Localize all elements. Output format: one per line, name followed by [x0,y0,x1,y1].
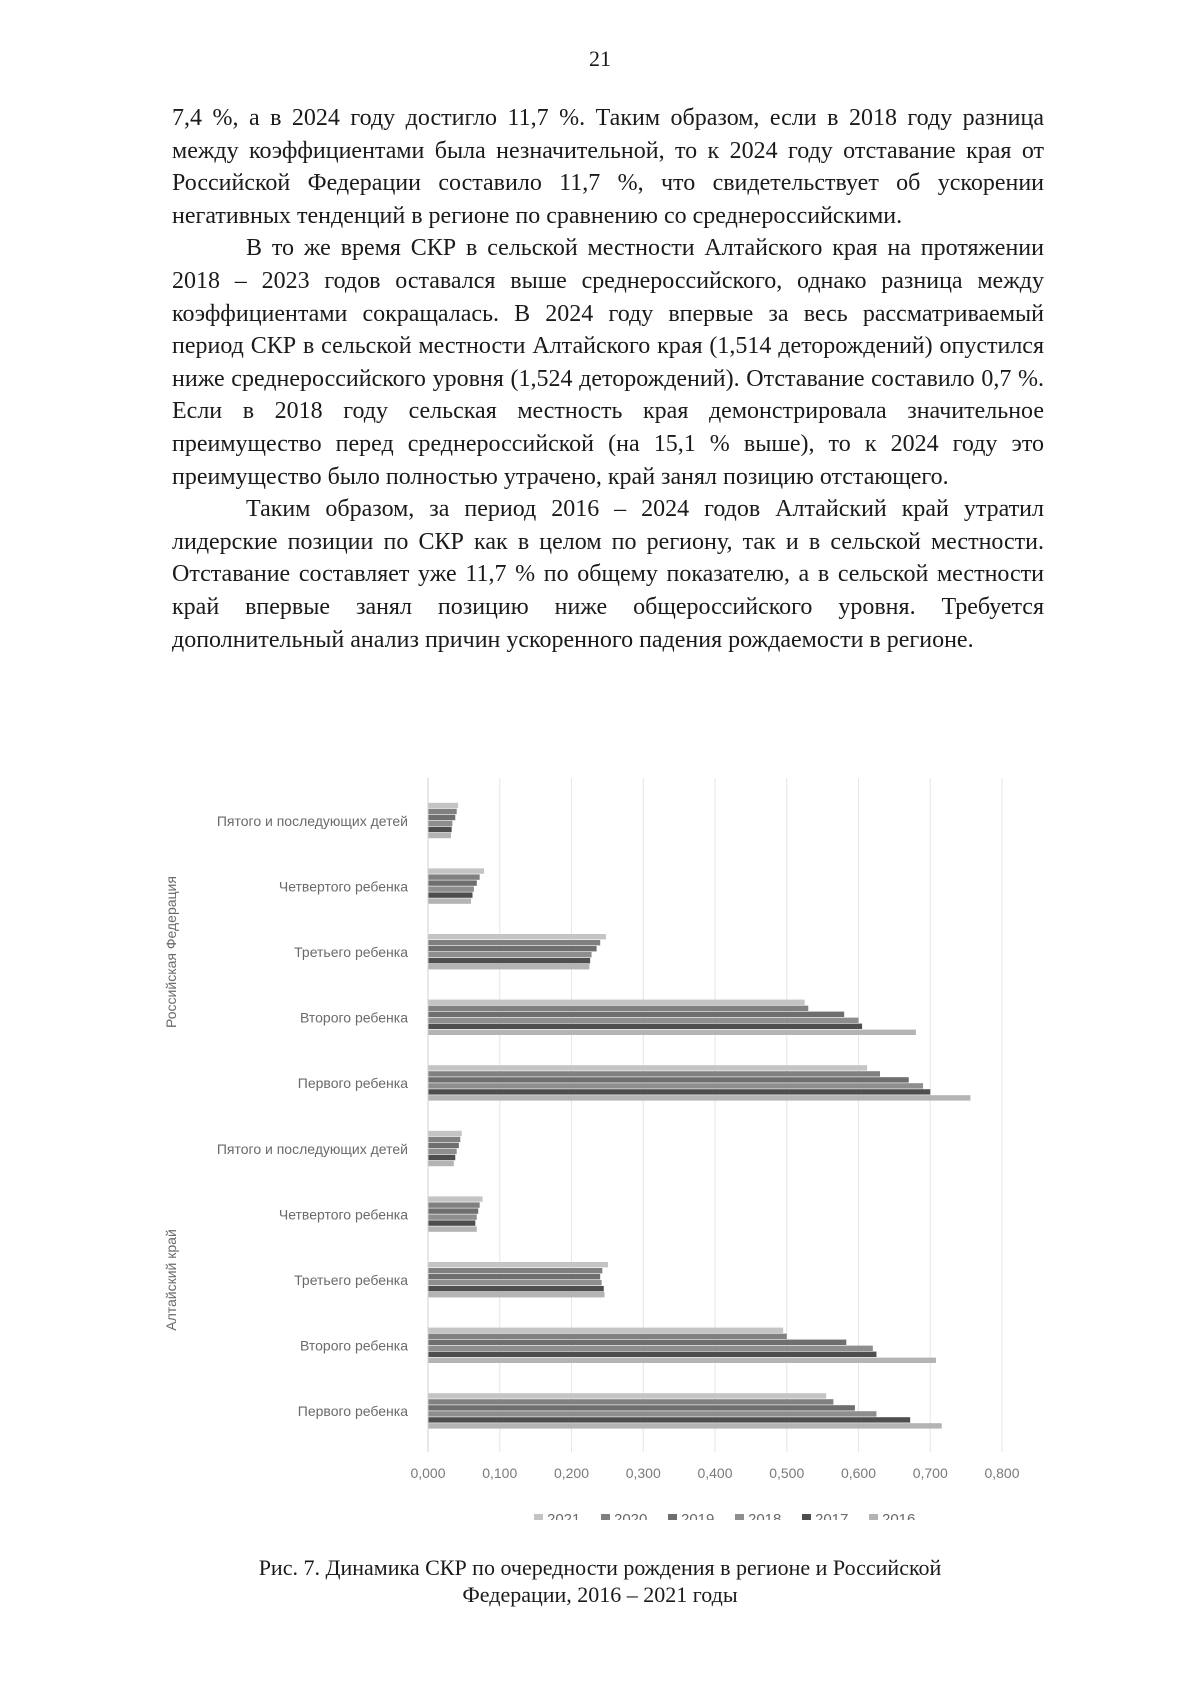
bar-2020 [428,809,457,814]
category-label: Пятого и последующих детей [216,812,408,829]
bar-2018 [428,1083,923,1088]
paragraph-rural: В то же время СКР в сельской местности Алтайского края на протяжении 2018 – 2023 годов оставался выше среднероссийского, однако разница между коэффициентами сокращалась. В 2024 году впервые за весь рассматриваемый период СКР в сельской местности Алтайского края (1,514 деторождений) опустился ниже среднероссийского уровня (1,524 деторождений). Отставание составило 0,7 %. Если в 2018 году сельская местность края демонстрировала значительное преимущество перед среднероссийской (на 15,1 % выше), то к 2024 году это преимущество было полностью утрачено, край занял позицию отстающего. [172,235,1044,490]
x-tick-label: 0,000 [410,1465,446,1481]
category-label: Второго ребенка [300,1337,408,1354]
bar-2019 [428,1208,478,1213]
bar-2020 [428,1006,808,1011]
bar-2018 [428,821,452,826]
x-tick-label: 0,800 [984,1465,1020,1481]
bar-2019 [428,1274,600,1279]
x-tick-label: 0,600 [840,1465,877,1481]
x-tick-label: 0,500 [769,1465,805,1481]
caption-line-1: Рис. 7. Динамика СКР по очередности рождения в регионе и Российской [258,1555,942,1580]
category-label: Третьего ребенка [294,1272,408,1288]
category-label: Третьего ребенка [294,944,408,960]
bar-2019 [428,946,597,951]
bar-2018 [428,1280,602,1285]
legend-label-2017: 2017 [815,1511,849,1520]
bar-2017 [428,1417,910,1422]
page-number: 21 [589,46,611,71]
bar-2017 [428,827,452,832]
bar-2018 [428,952,592,957]
category-label: Первого ребенка [297,1403,408,1420]
legend-label-2019: 2019 [681,1511,715,1520]
category-label: Четвертого ребенка [278,1206,408,1223]
bar-2017 [428,1089,930,1094]
bar-2016 [428,1292,605,1297]
bar-2017 [428,892,472,897]
bar-2020 [428,1268,602,1273]
bar-2021 [428,1328,783,1333]
bar-2017 [428,1352,876,1357]
bar-2017 [428,1220,475,1225]
bar-2019 [428,1405,855,1410]
bar-2018 [428,1149,457,1154]
bar-2016 [428,1095,970,1100]
group-label: Российская Федерация [163,876,179,1028]
legend-swatch-2021 [534,1514,543,1520]
x-tick-label: 0,100 [482,1465,518,1481]
legend-swatch-2020 [601,1514,610,1520]
legend-label-2021: 2021 [547,1511,581,1520]
bar-2016 [428,1226,477,1231]
category-label: Второго ребенка [300,1009,408,1026]
bar-2016 [428,833,451,838]
bar-2021 [428,1196,483,1201]
bar-2019 [428,815,455,820]
bar-2019 [428,880,477,885]
bar-2018 [428,886,474,891]
category-label: Четвертого ребенка [278,878,408,895]
bar-2020 [428,1137,460,1142]
group-label: Алтайский край [163,1229,179,1331]
bar-2016 [428,964,589,969]
legend-swatch-2018 [735,1514,744,1520]
bar-2019 [428,1143,459,1148]
bar-2016 [428,1423,942,1428]
legend-swatch-2019 [668,1514,677,1520]
legend-swatch-2017 [802,1514,811,1520]
bar-2021 [428,934,606,939]
bar-2018 [428,1346,873,1351]
bar-2019 [428,1077,909,1082]
birth-order-bar-chart [150,760,1150,1520]
bar-2021 [428,1393,826,1398]
caption-line-2: Федерации, 2016 – 2021 годы [462,1582,738,1607]
legend-label-2018: 2018 [748,1511,782,1520]
bar-2016 [428,1161,454,1166]
x-tick-label: 0,400 [697,1465,733,1481]
bar-2019 [428,1340,846,1345]
bar-2021 [428,1000,805,1005]
category-label: Первого ребенка [297,1075,408,1092]
bar-2020 [428,1399,833,1404]
bar-2019 [428,1012,844,1017]
category-label: Пятого и последующих детей [216,1140,408,1157]
legend-swatch-2016 [869,1514,878,1520]
bar-2017 [428,958,590,963]
paragraph-conclusion: Таким образом, за период 2016 – 2024 годов Алтайский край утратил лидерские позиции по СКР как в целом по региону, так и в сельской местности. Отставание составляет уже 11,7 % по общему показателю, а в сельской местности край впервые занял позицию ниже общероссийского уровня. Требуется дополнительный анализ причин ускоренного падения рождаемости в регионе. [172,496,1044,653]
bar-2020 [428,1071,880,1076]
bar-2020 [428,940,600,945]
bar-2021 [428,1131,462,1136]
bar-2016 [428,898,471,903]
bar-2018 [428,1214,477,1219]
bar-2021 [428,803,458,808]
paragraph-continuation: 7,4 %, а в 2024 году достигло 11,7 %. Таким образом, если в 2018 году разница между коэффициентами была незначительной, то к 2024 году отставание края от Российской Федерации составило 11,7 %, что свидетельствует об ускорении негативных тенденций в регионе по сравнению со среднероссийскими. [172,105,1044,229]
x-tick-label: 0,300 [625,1465,661,1481]
bar-2021 [428,1065,867,1070]
bar-2018 [428,1018,859,1023]
bar-2016 [428,1358,936,1363]
x-tick-label: 0,200 [553,1465,590,1481]
bar-2021 [428,868,484,873]
body-text [172,102,1044,656]
bar-2020 [428,874,480,879]
bar-2020 [428,1334,787,1339]
bar-2016 [428,1030,916,1035]
legend-label-2016: 2016 [882,1511,916,1520]
bar-2020 [428,1202,480,1207]
bar-2017 [428,1286,604,1291]
bar-2018 [428,1411,876,1416]
figure-caption [0,1554,1200,1608]
figure-chart [150,760,1150,1520]
legend-label-2020: 2020 [614,1511,648,1520]
bar-2017 [428,1024,862,1029]
x-tick-label: 0,700 [912,1465,948,1481]
bar-2021 [428,1262,608,1267]
bar-2017 [428,1155,455,1160]
